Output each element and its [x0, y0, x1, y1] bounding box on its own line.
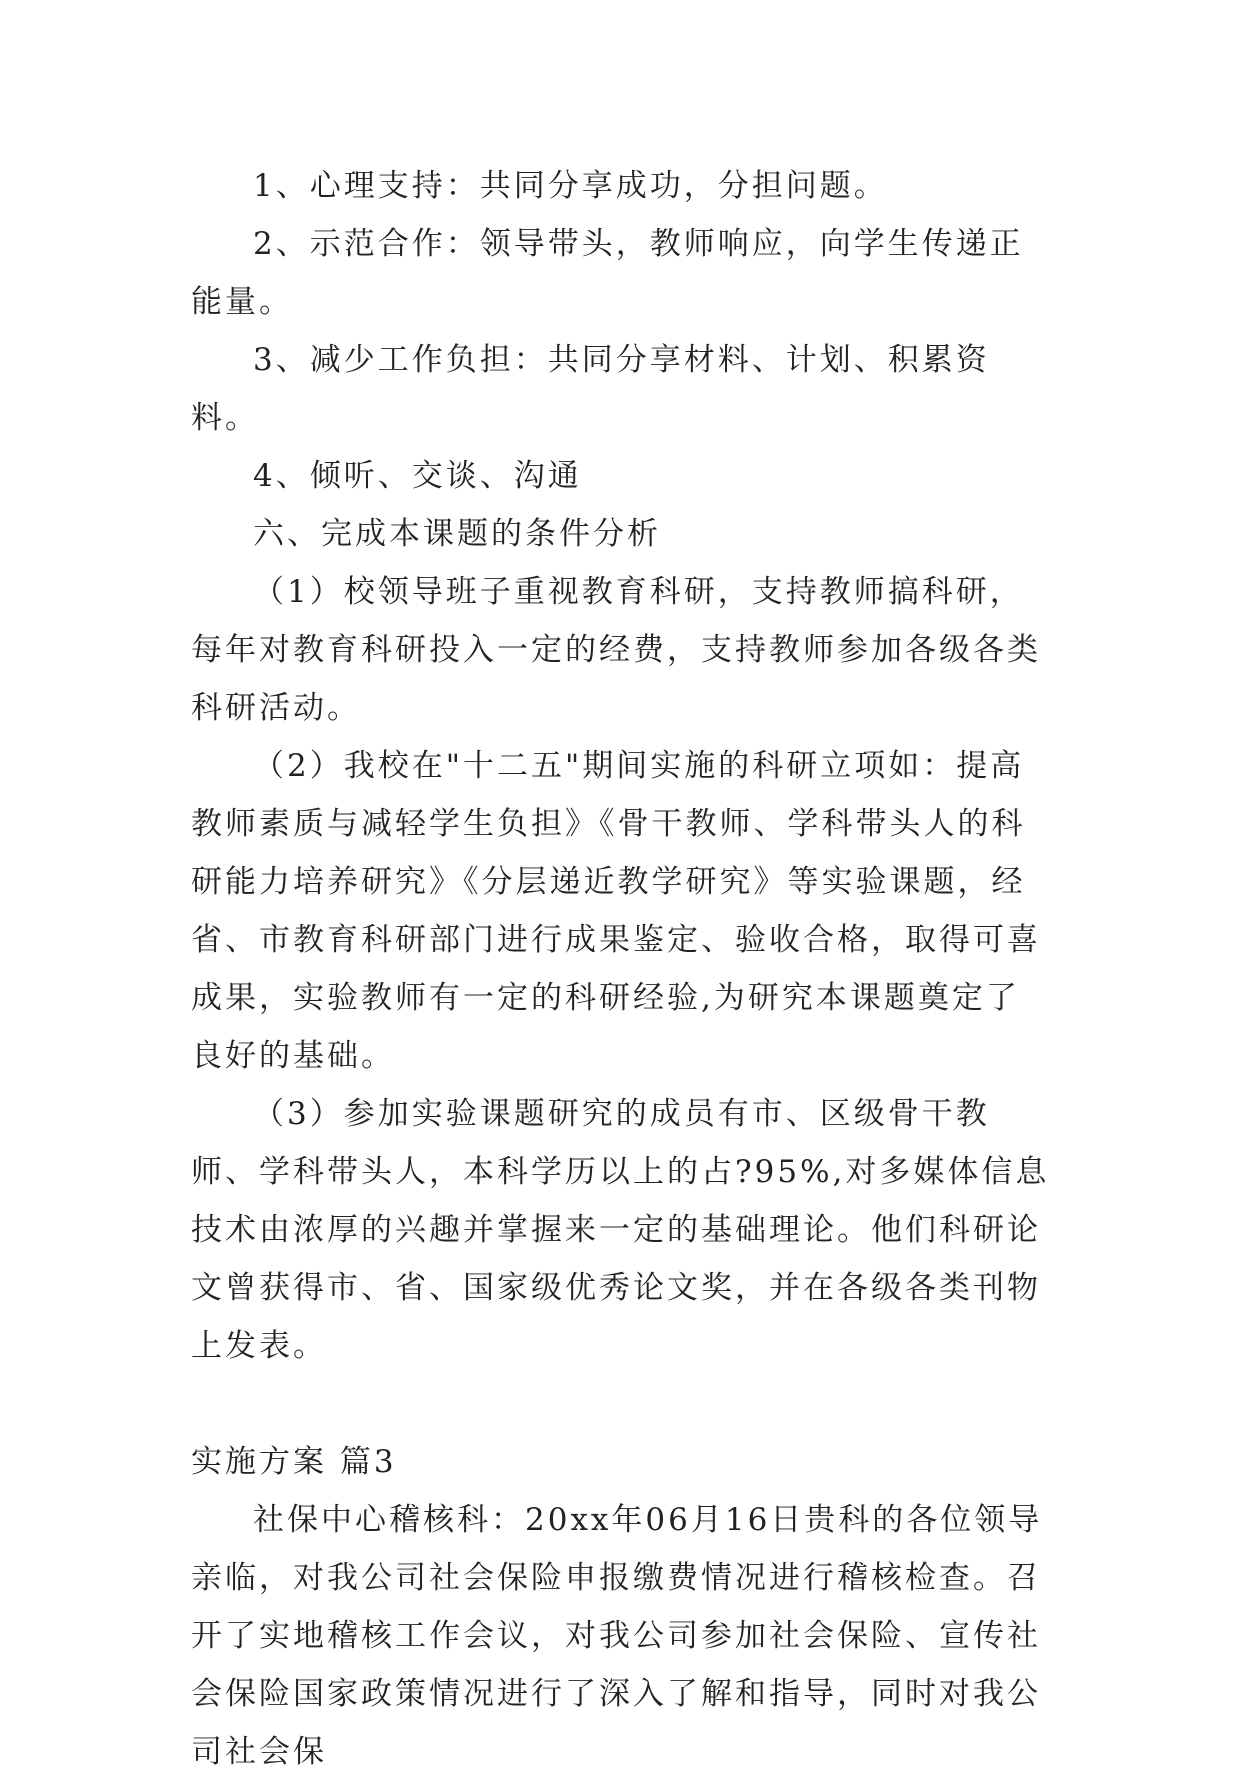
paragraph-condition-3: （3）参加实验课题研究的成员有市、区级骨干教师、学科带头人，本科学历以上的占?95%,对多媒体信息技术由浓厚的兴趣并掌握来一定的基础理论。他们科研论文曾获得市、省、国家级优秀论文奖，并在各级各类刊物上发表。 [191, 1096, 1050, 1364]
paragraph-condition-2: （2）我校在"十二五"期间实施的科研立项如：提高教师素质与减轻学生负担》《骨干教师、学科带头人的科研能力培养研究》《分层递近教学研究》等实验课题，经省、市教育科研部门进行成果鉴定、验收合格，取得可喜成果，实验教师有一定的科研经验,为研究本课题奠定了良好的基础。 [191, 748, 1041, 1074]
paragraph-item-2: 2、示范合作：领导带头，教师响应，向学生传递正能量。 [191, 226, 1024, 320]
paragraph-item-4: 4、倾听、交谈、沟通 [253, 458, 582, 494]
section-heading: 实施方案 篇3 [191, 1444, 397, 1480]
subheading-conditions: 六、完成本课题的条件分析 [253, 516, 661, 552]
document-body [191, 157, 1053, 1781]
paragraph-condition-1: （1）校领导班子重视教育科研，支持教师搞科研，每年对教育科研投入一定的经费，支持教师参加各级各类科研活动。 [191, 574, 1041, 726]
paragraph-item-1: 1、心理支持：共同分享成功，分担问题。 [253, 168, 888, 204]
section-paragraph: 社保中心稽核科：20xx年06月16日贵科的各位领导亲临，对我公司社会保险申报缴费情况进行稽核检查。召开了实地稽核工作会议，对我公司参加社会保险、宣传社会保险国家政策情况进行了深入了解和指导，同时对我公司社会保 [191, 1502, 1043, 1770]
paragraph-item-3: 3、减少工作负担：共同分享材料、计划、积累资料。 [191, 342, 990, 436]
